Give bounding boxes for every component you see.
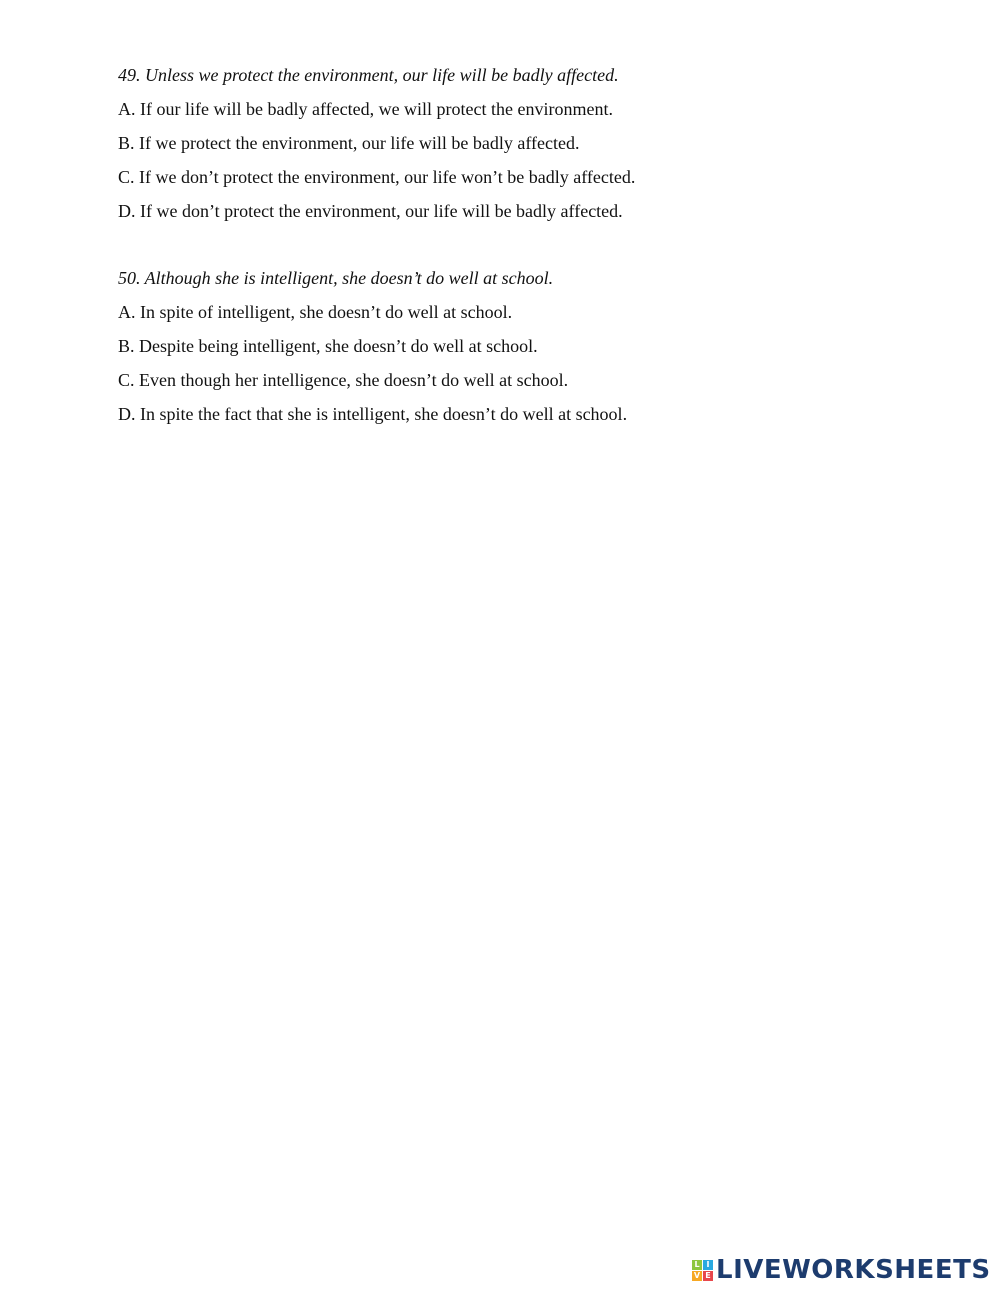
option-b: B. If we protect the environment, our life will be badly affected. [118,133,580,153]
option-b: B. Despite being intelligent, she doesn’t do well at school. [118,336,538,356]
option-a: A. If our life will be badly affected, we will protect the environment. [118,99,613,119]
option-d: D. In spite the fact that she is intelligent, she doesn’t do well at school. [118,404,628,424]
option-c: C. If we don’t protect the environment, our life won’t be badly affected. [118,167,636,187]
logo-text: LIVEWORKSHEETS [716,1255,991,1285]
logo-mark-tile: E [703,1271,713,1281]
question-49 [118,58,938,228]
logo-mark-icon [692,1260,713,1281]
option-d: D. If we don’t protect the environment, our life will be badly affected. [118,201,623,221]
logo-mark-tile: L [692,1260,702,1270]
option-a: A. In spite of intelligent, she doesn’t do well at school. [118,302,513,322]
option-c: C. Even though her intelligence, she doesn’t do well at school. [118,370,569,390]
logo-mark-tile: I [703,1260,713,1270]
question-stem: 49. Unless we protect the environment, our life will be badly affected. [118,65,619,85]
logo-mark-tile: V [693,1270,701,1280]
question-50 [118,261,938,431]
liveworksheets-logo [692,1254,991,1286]
question-stem: 50. Although she is intelligent, she doesn’t do well at school. [118,268,554,288]
